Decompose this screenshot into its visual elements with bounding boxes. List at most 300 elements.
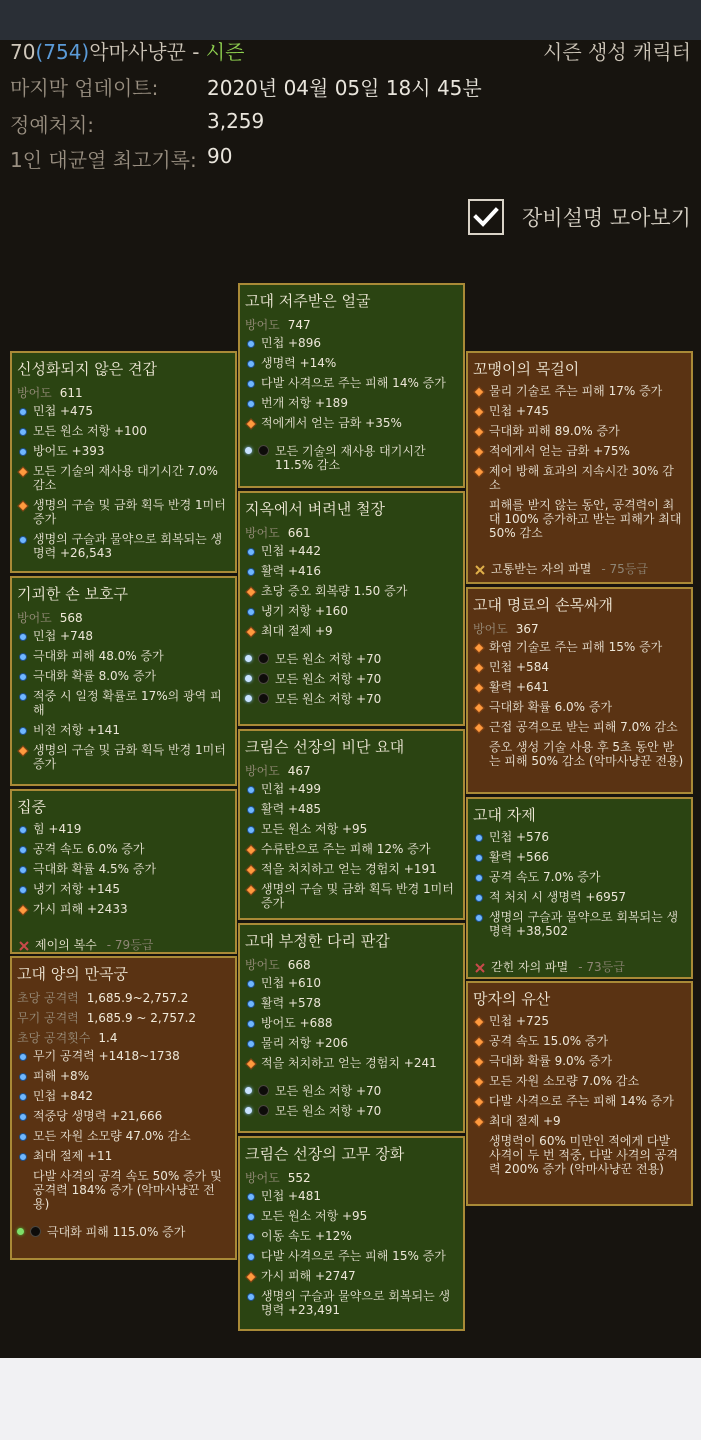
socket-icon [245, 693, 269, 704]
affix-row [17, 902, 229, 916]
affix-text: 화염 기술로 주는 피해 15% 증가 [489, 640, 663, 654]
socket-text: 모든 원소 저항 +70 [275, 1084, 382, 1098]
affix-row [473, 384, 685, 398]
item-card[interactable] [466, 351, 693, 584]
legendary-affix-icon [245, 1271, 256, 1282]
item-title: 고대 양의 만곡궁 [17, 965, 128, 983]
affix-text: 초당 증오 회복량 1.50 증가 [261, 584, 408, 598]
gem-icon [245, 655, 252, 662]
socket-hole-icon [258, 673, 269, 684]
socket-hole-icon [258, 653, 269, 664]
affix-text: 비전 저항 +141 [33, 723, 120, 737]
update-label: 마지막 업데이트: [10, 76, 159, 100]
legendary-affix-icon [17, 466, 28, 477]
socket-row [245, 652, 457, 666]
spacer [17, 1217, 229, 1225]
socket-hole-icon [258, 1085, 269, 1096]
character-level: 70 [10, 40, 36, 64]
affix-row [245, 976, 457, 990]
magic-affix-icon [247, 568, 255, 576]
legendary-affix-icon [473, 642, 484, 653]
affix-row [473, 850, 685, 864]
set-name[interactable]: 갇힌 자의 파멸 [491, 960, 569, 974]
affix-row [473, 720, 685, 734]
affix-text: 민첩 +610 [261, 976, 321, 990]
affix-text: 최대 절제 +9 [489, 1114, 561, 1128]
affix-row [473, 680, 685, 694]
affix-text: 다발 사격으로 주는 피해 14% 증가 [489, 1094, 674, 1108]
magic-affix-icon [19, 673, 27, 681]
magic-affix-icon [475, 894, 483, 902]
affix-text: 극대화 피해 48.0% 증가 [33, 649, 164, 663]
affix-row [473, 870, 685, 884]
affix-row [245, 1209, 457, 1223]
socket-icon [245, 1085, 269, 1096]
set-rank: - 73등급 [578, 960, 625, 974]
magic-affix-icon [247, 1193, 255, 1201]
socket-hole-icon [258, 1105, 269, 1116]
affix-text: 제어 방해 효과의 지속시간 30% 감소 [489, 464, 674, 492]
affix-row [245, 624, 457, 638]
spacer [17, 922, 229, 930]
base-stat-value: 467 [287, 764, 311, 778]
affix-text: 민첩 +499 [261, 782, 321, 796]
item-title: 고대 명료의 손목싸개 [473, 596, 613, 614]
affix-row [17, 822, 229, 836]
affix-text: 활력 +641 [489, 680, 549, 694]
item-title: 집중 [17, 798, 46, 816]
affix-row [473, 910, 685, 938]
socket-row [17, 1225, 229, 1239]
base-stat-value: 661 [287, 526, 311, 540]
magic-affix-icon [475, 854, 483, 862]
item-card[interactable] [10, 956, 237, 1260]
affix-row [245, 376, 457, 390]
affix-row [17, 1109, 229, 1123]
item-title: 지옥에서 벼려낸 철장 [245, 500, 385, 518]
legendary-affix-icon [473, 682, 484, 693]
magic-affix-icon [19, 536, 27, 544]
affix-row [473, 890, 685, 904]
item-title: 망자의 유산 [473, 990, 551, 1008]
socket-hole-icon [258, 445, 269, 456]
base-stat-label: 초당 공격력 [17, 991, 79, 1005]
season-character-label: 시즌 생성 캐릭터 [543, 40, 691, 64]
affix-text: 민첩 +475 [33, 404, 93, 418]
legendary-affix-icon [245, 418, 256, 429]
base-stat-value: 1,685.9~2,757.2 [86, 991, 189, 1005]
affix-text: 방어도 +393 [33, 444, 105, 458]
socket-row [245, 692, 457, 706]
legendary-affix-icon [17, 904, 28, 915]
affix-row [245, 564, 457, 578]
base-stat-label: 방어도 [245, 1171, 280, 1185]
affix-row [473, 1014, 685, 1028]
character-class: 악마사냥꾼 - [89, 40, 206, 64]
affix-row [17, 1169, 229, 1211]
base-stat-value: 552 [287, 1171, 311, 1185]
affix-text: 적 처치 시 생명력 +6957 [489, 890, 626, 904]
spacer [473, 944, 685, 952]
affix-text: 물리 저항 +206 [261, 1036, 348, 1050]
affix-row [17, 723, 229, 737]
affix-text: 냉기 저항 +145 [33, 882, 120, 896]
base-stat-label: 무기 공격력 [17, 1011, 79, 1025]
legendary-affix-icon [473, 1036, 484, 1047]
affix-text: 적에게서 얻는 금화 +35% [261, 416, 402, 430]
base-stat-label: 방어도 [245, 526, 280, 540]
affix-text: 활력 +416 [261, 564, 321, 578]
affix-row [245, 544, 457, 558]
affix-text: 생명의 구슬 및 금화 획득 반경 1미터 증가 [33, 743, 226, 771]
item-title: 고대 저주받은 얼굴 [245, 292, 371, 310]
base-stat-value: 668 [287, 958, 311, 972]
base-stat-label: 초당 공격횟수 [17, 1031, 91, 1045]
affix-row [17, 882, 229, 896]
affix-row [17, 649, 229, 663]
season-label: 시즌 [205, 40, 245, 64]
affix-row [473, 640, 685, 654]
magic-affix-icon [475, 914, 483, 922]
legendary-affix-icon [473, 406, 484, 417]
set-bonus-line [473, 958, 685, 975]
item-title: 꼬맹이의 목걸이 [473, 360, 580, 378]
affix-row [17, 842, 229, 856]
magic-affix-icon [19, 1093, 27, 1101]
set-icon [475, 564, 485, 574]
affix-text: 생명의 구슬 및 금화 획득 반경 1미터 증가 [261, 882, 454, 910]
legendary-affix-icon [245, 586, 256, 597]
affix-row [245, 882, 457, 910]
affix-text: 이동 속도 +12% [261, 1229, 352, 1243]
affix-row [245, 356, 457, 370]
magic-affix-icon [247, 806, 255, 814]
magic-affix-icon [247, 380, 255, 388]
affix-text: 최대 절제 +9 [261, 624, 333, 638]
checkbox[interactable] [468, 199, 504, 235]
spacer [473, 546, 685, 554]
magic-affix-icon [19, 886, 27, 894]
affix-text: 생명의 구슬과 물약으로 회복되는 생명력 +26,543 [33, 532, 223, 560]
solo-rift-label: 1인 대균열 최고기록: [10, 148, 197, 172]
legendary-affix-icon [245, 864, 256, 875]
magic-affix-icon [19, 408, 27, 416]
affix-row [473, 740, 685, 768]
affix-row [473, 1034, 685, 1048]
gem-icon [245, 1087, 252, 1094]
affix-text: 다발 사격으로 주는 피해 15% 증가 [261, 1249, 446, 1263]
legendary-affix-icon [245, 1058, 256, 1069]
magic-affix-icon [247, 1020, 255, 1028]
magic-affix-icon [19, 653, 27, 661]
affix-row [245, 1269, 457, 1283]
affix-row [17, 1089, 229, 1103]
magic-affix-icon [247, 1000, 255, 1008]
affix-text: 민첩 +481 [261, 1189, 321, 1203]
affix-text: 증오 생성 기술 사용 후 5초 동안 받는 피해 50% 감소 (악마사냥꾼 전용) [489, 740, 684, 768]
base-stat-value: 1,685.9 ~ 2,757.2 [86, 1011, 197, 1025]
socket-icon [245, 673, 269, 684]
item-card[interactable] [466, 587, 693, 794]
socket-text: 모든 원소 저항 +70 [275, 652, 382, 666]
item-base-stat [17, 609, 229, 626]
item-card[interactable] [238, 491, 465, 726]
magic-affix-icon [247, 340, 255, 348]
affix-text: 민첩 +842 [33, 1089, 93, 1103]
update-value: 2020년 04월 05일 18시 45분 [207, 76, 482, 100]
legendary-affix-icon [473, 1016, 484, 1027]
set-rank: - 79등급 [106, 938, 154, 952]
socket-icon [245, 653, 269, 664]
item-title: 크림슨 선장의 고무 장화 [245, 1145, 405, 1163]
affix-row [17, 444, 229, 458]
legendary-affix-icon [17, 745, 28, 756]
affix-text: 냉기 저항 +160 [261, 604, 348, 618]
magic-affix-icon [19, 1153, 27, 1161]
affix-text: 물리 기술로 주는 피해 17% 증가 [489, 384, 663, 398]
magic-affix-icon [247, 608, 255, 616]
magic-affix-icon [475, 834, 483, 842]
affix-text: 활력 +485 [261, 802, 321, 816]
affix-text: 극대화 확률 6.0% 증가 [489, 700, 613, 714]
affix-text: 모든 원소 저항 +95 [261, 1209, 368, 1223]
base-stat-label: 방어도 [473, 622, 508, 636]
affix-text: 공격 속도 15.0% 증가 [489, 1034, 609, 1048]
affix-text: 민첩 +576 [489, 830, 549, 844]
affix-row [17, 1129, 229, 1143]
socket-row [245, 444, 457, 472]
magic-affix-icon [19, 633, 27, 641]
magic-affix-icon [19, 727, 27, 735]
item-base-stat [245, 316, 457, 333]
affix-row [245, 584, 457, 598]
set-name[interactable]: 제이의 복수 [35, 938, 97, 952]
affix-row [473, 464, 685, 492]
affix-text: 모든 원소 저항 +95 [261, 822, 368, 836]
affix-row [245, 822, 457, 836]
toggle-label: 장비설명 모아보기 [522, 206, 691, 230]
gem-icon [17, 1228, 24, 1235]
affix-text: 공격 속도 6.0% 증가 [33, 842, 145, 856]
socket-text: 극대화 피해 115.0% 증가 [47, 1225, 186, 1239]
magic-affix-icon [247, 400, 255, 408]
affix-text: 민첩 +584 [489, 660, 549, 674]
magic-affix-icon [475, 874, 483, 882]
item-base-stat [17, 1009, 229, 1026]
set-bonus-line [473, 560, 685, 577]
affix-text: 적을 처치하고 얻는 경험치 +191 [261, 862, 437, 876]
affix-text: 민첩 +442 [261, 544, 321, 558]
affix-text: 근접 공격으로 받는 피해 7.0% 감소 [489, 720, 678, 734]
socket-icon [245, 1105, 269, 1116]
affix-row [473, 424, 685, 438]
base-stat-value: 568 [59, 611, 83, 625]
legendary-affix-icon [245, 884, 256, 895]
set-name[interactable]: 고통받는 자의 파멸 [491, 562, 592, 576]
affix-text: 모든 자원 소모량 47.0% 감소 [33, 1129, 191, 1143]
base-stat-label: 방어도 [245, 764, 280, 778]
magic-affix-icon [247, 826, 255, 834]
legendary-affix-icon [473, 722, 484, 733]
affix-text: 적에게서 얻는 금화 +75% [489, 444, 630, 458]
legendary-affix-icon [473, 1096, 484, 1107]
affix-row [17, 862, 229, 876]
affix-row [245, 1056, 457, 1070]
affix-text: 생명력이 60% 미만인 적에게 다발 사격이 두 번 적중, 다발 사격의 공격력 200% 증가 (악마사냥꾼 전용) [489, 1134, 678, 1176]
affix-text: 번개 저항 +189 [261, 396, 348, 410]
magic-affix-icon [19, 1053, 27, 1061]
affix-text: 피해 +8% [33, 1069, 90, 1083]
affix-text: 극대화 확률 4.5% 증가 [33, 862, 157, 876]
affix-row [17, 1049, 229, 1063]
socket-hole-icon [258, 693, 269, 704]
base-stat-label: 방어도 [245, 318, 280, 332]
affix-text: 피해를 받지 않는 동안, 공격력이 최대 100% 증가하고 받는 피해가 최대 50% 감소 [489, 498, 682, 540]
check-icon [473, 206, 499, 228]
affix-row [245, 416, 457, 430]
item-base-stat [245, 762, 457, 779]
affix-row [17, 498, 229, 526]
affix-row [245, 396, 457, 410]
affix-text: 극대화 확률 9.0% 증가 [489, 1054, 613, 1068]
magic-affix-icon [247, 786, 255, 794]
affix-text: 극대화 확률 8.0% 증가 [33, 669, 157, 683]
affix-row [473, 404, 685, 418]
legendary-affix-icon [473, 386, 484, 397]
affix-row [245, 1249, 457, 1263]
affix-row [473, 498, 685, 540]
magic-affix-icon [247, 1040, 255, 1048]
magic-affix-icon [19, 846, 27, 854]
affix-row [473, 1134, 685, 1176]
magic-affix-icon [247, 1293, 255, 1301]
magic-affix-icon [19, 826, 27, 834]
base-stat-value: 367 [515, 622, 539, 636]
affix-text: 힘 +419 [33, 822, 82, 836]
socket-text: 모든 원소 저항 +70 [275, 672, 382, 686]
item-card[interactable] [238, 729, 465, 920]
magic-affix-icon [19, 866, 27, 874]
affix-row [17, 532, 229, 560]
affix-row [473, 1074, 685, 1088]
item-card[interactable] [466, 981, 693, 1206]
item-card[interactable] [10, 351, 237, 573]
affix-text: 적을 처치하고 얻는 경험치 +241 [261, 1056, 437, 1070]
spacer [245, 436, 457, 444]
legendary-affix-icon [473, 446, 484, 457]
affix-row [17, 1069, 229, 1083]
item-base-stat [473, 620, 685, 637]
affix-text: 민첩 +745 [489, 404, 549, 418]
affix-text: 모든 기술의 재사용 대기시간 7.0% 감소 [33, 464, 218, 492]
item-description-toggle[interactable] [468, 197, 691, 237]
affix-row [473, 1114, 685, 1128]
solo-rift-value: 90 [207, 144, 233, 168]
item-card[interactable] [238, 923, 465, 1133]
magic-affix-icon [19, 428, 27, 436]
affix-text: 모든 자원 소모량 7.0% 감소 [489, 1074, 640, 1088]
affix-row [473, 700, 685, 714]
affix-row [245, 782, 457, 796]
affix-row [473, 444, 685, 458]
affix-text: 활력 +578 [261, 996, 321, 1010]
set-icon [19, 940, 29, 950]
elite-kills-value: 3,259 [207, 109, 265, 133]
socket-icon [245, 445, 269, 456]
legendary-affix-icon [473, 426, 484, 437]
socket-text: 모든 기술의 재사용 대기시간 11.5% 감소 [275, 444, 426, 472]
affix-row [245, 862, 457, 876]
item-title: 크림슨 선장의 비단 요대 [245, 738, 405, 756]
affix-text: 생명의 구슬과 물약으로 회복되는 생명력 +23,491 [261, 1289, 451, 1317]
item-card[interactable] [238, 283, 465, 488]
bottom-area [0, 1358, 701, 1440]
item-title: 신성화되지 않은 견갑 [17, 360, 157, 378]
item-base-stat [17, 1029, 229, 1046]
item-base-stat [17, 989, 229, 1006]
magic-affix-icon [19, 1073, 27, 1081]
item-card[interactable] [238, 1136, 465, 1331]
base-stat-value: 1.4 [98, 1031, 118, 1045]
affix-row [245, 1036, 457, 1050]
affix-row [245, 604, 457, 618]
item-base-stat [17, 384, 229, 401]
affix-text: 민첩 +725 [489, 1014, 549, 1028]
affix-row [17, 743, 229, 771]
item-card[interactable] [466, 797, 693, 979]
affix-text: 적중당 생명력 +21,666 [33, 1109, 163, 1123]
legendary-affix-icon [473, 1116, 484, 1127]
affix-text: 방어도 +688 [261, 1016, 333, 1030]
item-base-stat [245, 524, 457, 541]
magic-affix-icon [19, 1113, 27, 1121]
set-icon [475, 962, 485, 972]
item-base-stat [245, 1169, 457, 1186]
socket-row [245, 1104, 457, 1118]
socket-row [245, 1084, 457, 1098]
affix-text: 무기 공격력 +1418~1738 [33, 1049, 180, 1063]
affix-text: 가시 피해 +2747 [261, 1269, 356, 1283]
affix-row [17, 404, 229, 418]
affix-text: 극대화 피해 89.0% 증가 [489, 424, 620, 438]
affix-row [17, 1149, 229, 1163]
affix-text: 활력 +566 [489, 850, 549, 864]
affix-text: 생명력 +14% [261, 356, 337, 370]
affix-row [17, 629, 229, 643]
magic-affix-icon [19, 448, 27, 456]
affix-row [245, 1189, 457, 1203]
paragon-level: (754) [35, 40, 90, 64]
gem-icon [245, 447, 252, 454]
gem-icon [245, 1107, 252, 1114]
item-card[interactable] [10, 789, 237, 954]
socket-text: 모든 원소 저항 +70 [275, 1104, 382, 1118]
affix-row [17, 689, 229, 717]
spacer [245, 644, 457, 652]
set-rank: - 75등급 [601, 562, 648, 576]
affix-row [473, 660, 685, 674]
legendary-affix-icon [473, 1076, 484, 1087]
affix-row [245, 1229, 457, 1243]
affix-row [245, 996, 457, 1010]
affix-text: 다발 사격으로 주는 피해 14% 증가 [261, 376, 446, 390]
item-title: 고대 부정한 다리 판갑 [245, 932, 390, 950]
elite-kills-label: 정예처치: [10, 113, 95, 137]
affix-text: 수류탄으로 주는 피해 12% 증가 [261, 842, 431, 856]
legendary-affix-icon [245, 626, 256, 637]
socket-hole-icon [30, 1226, 41, 1237]
item-card[interactable] [10, 576, 237, 786]
